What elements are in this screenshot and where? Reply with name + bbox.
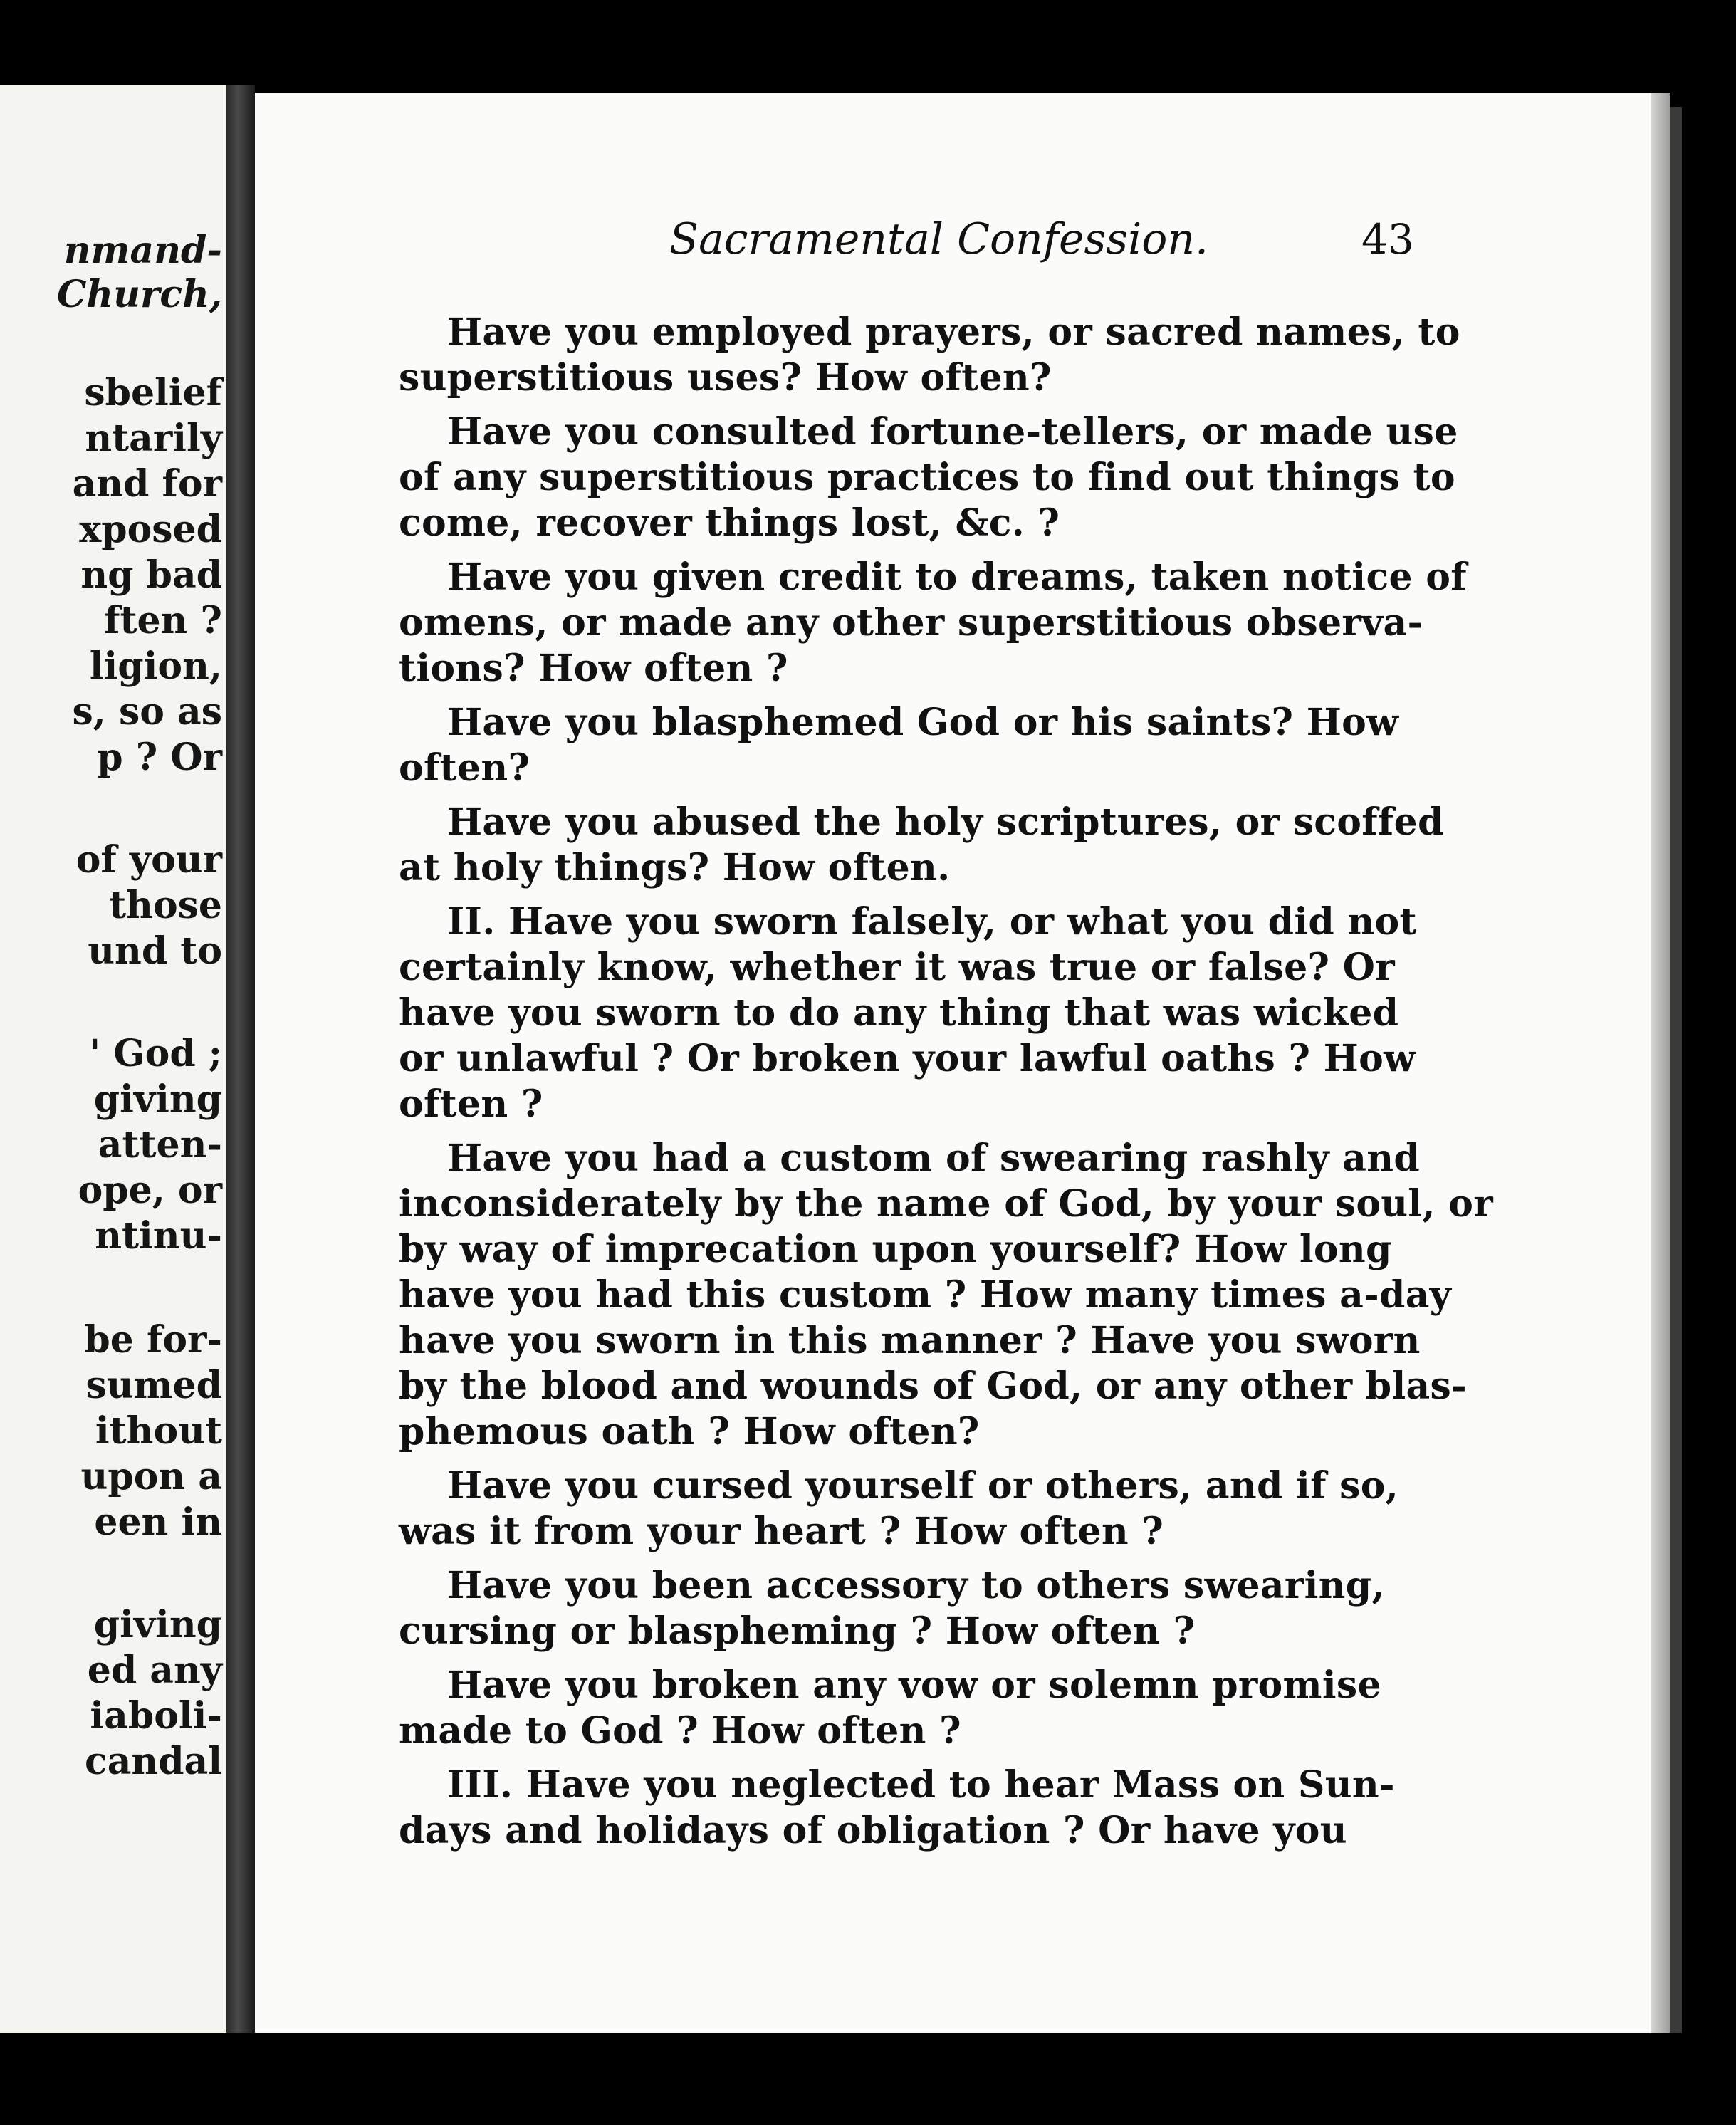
- left-page-line: ng bad: [80, 553, 222, 597]
- text-line: at holy things? How often.: [399, 846, 951, 889]
- running-head: Sacramental Confession.: [669, 214, 1209, 264]
- text-line: omens, or made any other superstitious observa-: [399, 601, 1423, 644]
- text-line: Have you blasphemed God or his saints? How: [447, 701, 1399, 744]
- text-line: made to God ? How often ?: [399, 1709, 961, 1753]
- left-page-line: and for: [72, 462, 222, 506]
- text-line: have you sworn in this manner ? Have you sworn: [399, 1319, 1421, 1362]
- page-number: 43: [1361, 215, 1414, 263]
- left-page-line: upon a: [80, 1455, 222, 1498]
- left-page-line: iaboli-: [90, 1694, 222, 1738]
- text-line: III. Have you neglected to hear Mass on Sun-: [447, 1763, 1395, 1807]
- body-text: [399, 310, 1493, 1854]
- gutter-shadow: [226, 85, 255, 2033]
- left-page-line: atten-: [98, 1123, 222, 1166]
- left-page-line: sumed: [85, 1364, 222, 1407]
- left-page-line: ithout: [95, 1409, 222, 1453]
- page-edge-shade: [1651, 93, 1670, 2033]
- text-line: phemous oath ? How often?: [399, 1410, 980, 1453]
- left-page-line: Church,: [57, 273, 222, 316]
- left-page-line: s, so as: [72, 690, 222, 733]
- left-page-line: ed any: [87, 1649, 222, 1692]
- left-page-line: sbelief: [84, 371, 222, 414]
- text-line: II. Have you sworn falsely, or what you did not: [447, 900, 1417, 944]
- text-line: certainly know, whether it was true or false? Or: [399, 946, 1395, 989]
- text-line: have you had this custom ? How many times a-day: [399, 1273, 1452, 1317]
- text-line: Have you broken any vow or solemn promise: [447, 1664, 1381, 1707]
- book-edge: [1670, 107, 1682, 2033]
- left-page-line: giving: [93, 1077, 222, 1121]
- text-line: Have you cursed yourself or others, and if so,: [447, 1464, 1399, 1508]
- left-page-line: p ? Or: [97, 736, 222, 779]
- text-line: often?: [399, 746, 530, 790]
- text-line: Have you consulted fortune-tellers, or made use: [447, 410, 1458, 454]
- text-line: Have you given credit to dreams, taken notice of: [447, 555, 1467, 599]
- left-page-line: ntinu-: [95, 1214, 222, 1258]
- left-page-line: ligion,: [89, 644, 222, 688]
- text-line: Have you had a custom of swearing rashly and: [447, 1137, 1421, 1180]
- text-line: days and holidays of obligation ? Or have you: [399, 1809, 1347, 1852]
- text-line: Have you abused the holy scriptures, or scoffed: [447, 800, 1444, 844]
- left-page-line: giving: [93, 1603, 222, 1646]
- text-line: have you sworn to do any thing that was wicked: [399, 991, 1399, 1035]
- text-line: or unlawful ? Or broken your lawful oaths ? How: [399, 1037, 1416, 1080]
- previous-page-fragment: [0, 85, 226, 2033]
- text-line: tions? How often ?: [399, 647, 788, 690]
- left-page-line: be for-: [84, 1318, 222, 1362]
- text-line: come, recover things lost, &c. ?: [399, 501, 1060, 545]
- text-line: of any superstitious practices to find out things to: [399, 456, 1455, 499]
- text-line: often ?: [399, 1082, 543, 1126]
- left-page-line: und to: [88, 929, 222, 973]
- left-page-line: candal: [85, 1740, 222, 1783]
- text-line: by the blood and wounds of God, or any other blas-: [399, 1364, 1467, 1408]
- left-page-line: ope, or: [78, 1169, 222, 1212]
- text-line: cursing or blaspheming ? How often ?: [399, 1609, 1196, 1653]
- text-line: by way of imprecation upon yourself? How long: [399, 1228, 1392, 1271]
- text-line: Have you employed prayers, or sacred names, to: [447, 310, 1460, 354]
- left-page-line: xposed: [79, 508, 222, 551]
- text-line: was it from your heart ? How often ?: [399, 1510, 1164, 1553]
- left-page-line: ' God ;: [89, 1032, 222, 1075]
- left-page-line: nmand-: [63, 229, 222, 272]
- text-line: inconsiderately by the name of God, by your soul, or: [399, 1182, 1493, 1226]
- left-page-line: those: [109, 884, 222, 927]
- text-line: Have you been accessory to others swearing,: [447, 1564, 1385, 1607]
- left-page-line: of your: [75, 838, 222, 882]
- left-page-line: ntarily: [85, 417, 222, 460]
- left-page-line: een in: [94, 1500, 222, 1544]
- left-page-line: ften ?: [104, 599, 222, 642]
- text-line: superstitious uses? How often?: [399, 356, 1052, 400]
